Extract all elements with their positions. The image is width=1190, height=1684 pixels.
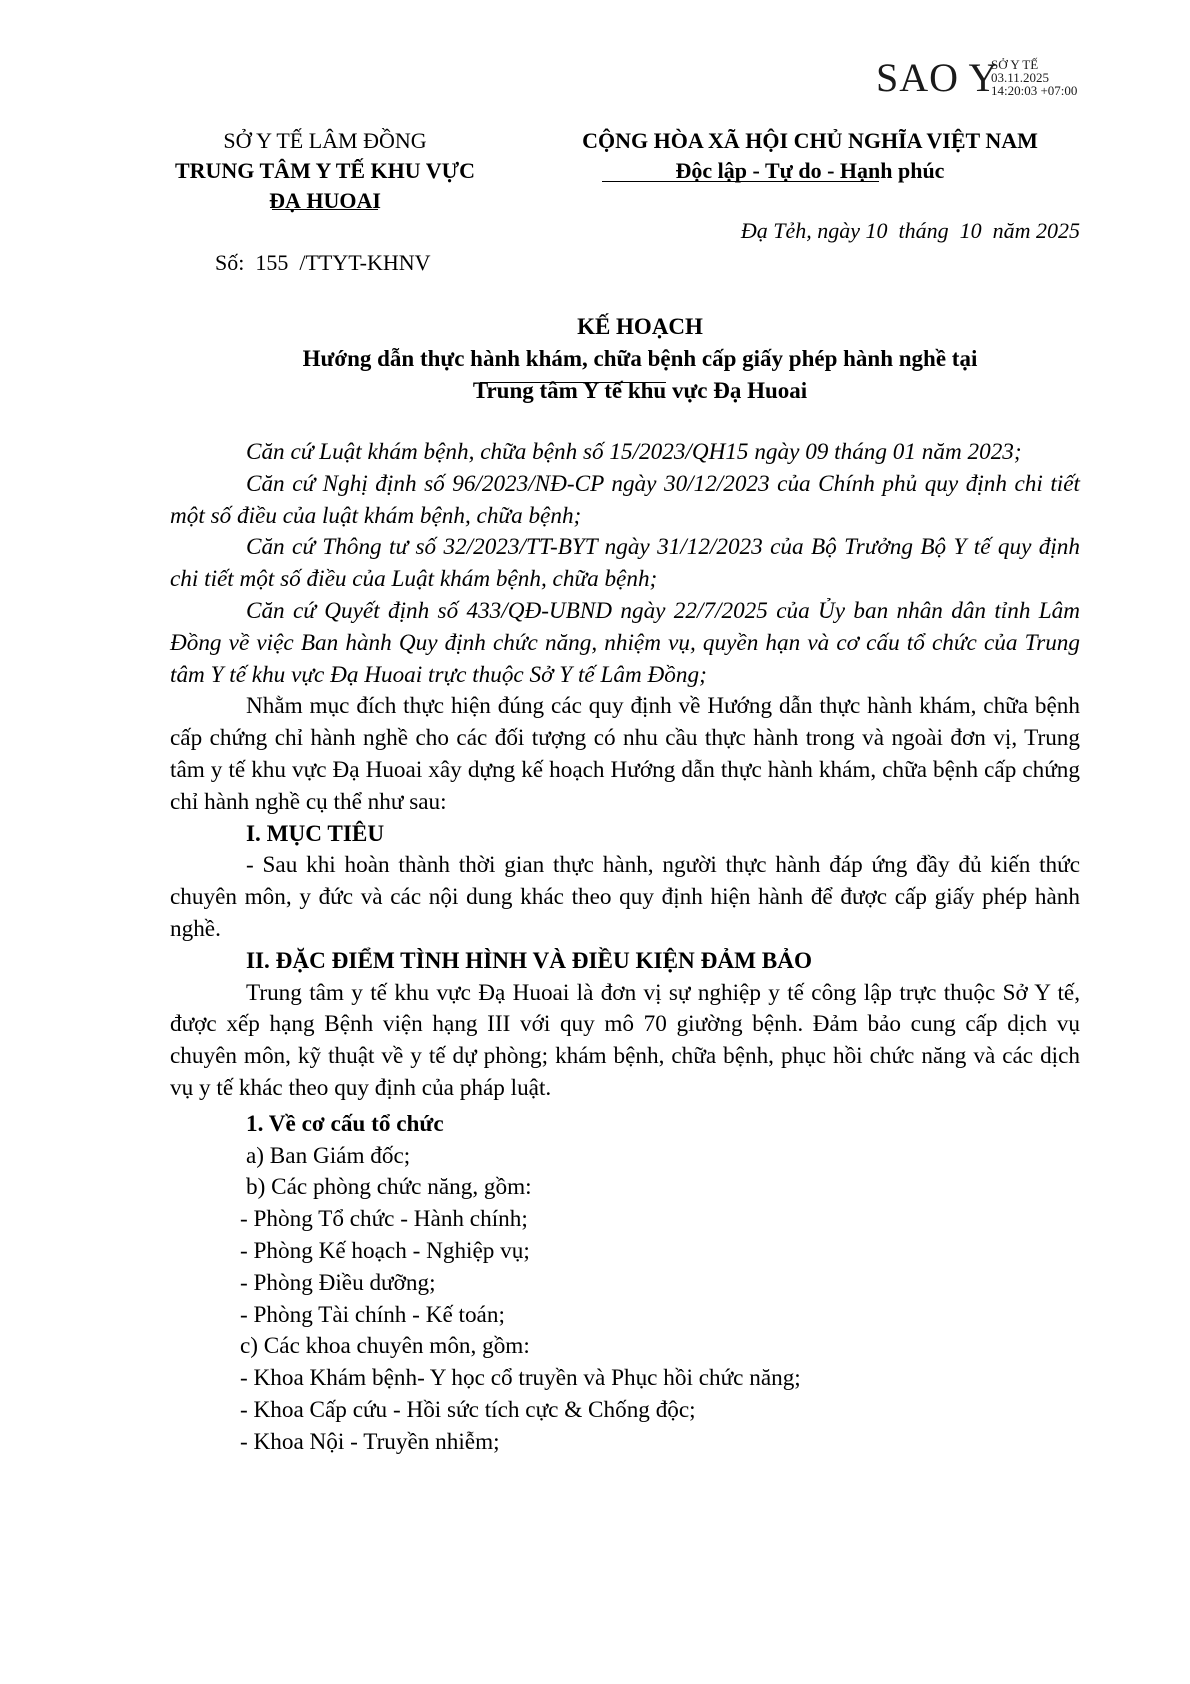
stamp-info xyxy=(991,58,1077,97)
title-underline xyxy=(480,382,666,383)
subsection-heading-structure: 1. Về cơ cấu tổ chức xyxy=(246,1110,444,1137)
basis-paragraph: Căn cứ Nghị định số 96/2023/NĐ-CP ngày 30/12/2023 của Chính phủ quy định chi tiết một số điều của luật khám bệnh, chữa bệnh; xyxy=(170,470,1080,529)
agency-parent: SỞ Y TẾ LÂM ĐỒNG xyxy=(223,128,427,153)
motto-underline xyxy=(602,181,879,182)
country-name: CỘNG HÒA XÃ HỘI CHỦ NGHĨA VIỆT NAM xyxy=(582,128,1038,153)
list-item: a) Ban Giám đốc; xyxy=(246,1142,411,1169)
objectives-paragraph: - Sau khi hoàn thành thời gian thực hành, người thực hành đáp ứng đầy đủ kiến thức chuyên môn, y đức và các nội dung khác theo quy định hiện hành để được cấp giấy phép hành nghề. xyxy=(170,852,1080,942)
section-heading-objectives: I. MỤC TIÊU xyxy=(246,820,385,847)
section-heading-conditions: II. ĐẶC ĐIỂM TÌNH HÌNH VÀ ĐIỀU KIỆN ĐẢM BẢO xyxy=(246,947,813,974)
stamp-date: 03.11.2025 xyxy=(991,70,1050,85)
stamp-label: SAO Y xyxy=(876,55,999,100)
agency-name-line1: TRUNG TÂM Y TẾ KHU VỰC xyxy=(174,158,476,183)
stamp-org: SỞ Y TẾ xyxy=(991,57,1039,72)
list-item: - Phòng Tổ chức - Hành chính; xyxy=(240,1206,528,1233)
list-item: - Khoa Cấp cứu - Hồi sức tích cực & Chống độc; xyxy=(240,1396,696,1423)
motto: Độc lập - Tự do - Hạnh phúc xyxy=(675,158,945,183)
list-item: - Phòng Tài chính - Kế toán; xyxy=(240,1301,505,1328)
title-type: KẾ HOẠCH xyxy=(577,314,703,339)
agency-underline xyxy=(272,209,378,210)
list-item: - Khoa Khám bệnh- Y học cổ truyền và Phục hồi chức năng; xyxy=(240,1365,801,1392)
national-heading xyxy=(530,126,1090,186)
document-body xyxy=(170,437,1080,1459)
list-item: c) Các khoa chuyên môn, gồm: xyxy=(240,1333,530,1360)
agency-name-line2: ĐẠ HUOAI xyxy=(269,188,381,213)
basis-paragraph: Căn cứ Luật khám bệnh, chữa bệnh số 15/2023/QH15 ngày 09 tháng 01 năm 2023; xyxy=(246,439,1022,465)
title-subject-line2: Trung tâm Y tế khu vực Đạ Huoai xyxy=(472,378,808,403)
conditions-paragraph: Trung tâm y tế khu vực Đạ Huoai là đơn vị sự nghiệp y tế công lập trực thuộc Sở Y tế, được xếp hạng Bệnh viện hạng III với quy mô 70 giường bệnh. Đảm bảo cung cấp dịch vụ chuyên môn, kỹ thuật về y tế dự phòng; khám bệnh, chữa bệnh, phục hồi chức năng và các dịch vụ y tế khác theo quy định của pháp luật. xyxy=(170,979,1080,1101)
document-number: Số: 155 /TTYT-KHNV xyxy=(215,250,431,275)
issuing-agency xyxy=(140,126,510,216)
document-title xyxy=(170,311,1110,407)
basis-paragraph: Căn cứ Quyết định số 433/QĐ-UBND ngày 22/7/2025 của Ủy ban nhân dân tỉnh Lâm Đồng về việc Ban hành Quy định chức năng, nhiệm vụ, quyền hạn và cơ cấu tổ chức của Trung tâm Y tế khu vực Đạ Huoai trực thuộc Sở Y tế Lâm Đồng; xyxy=(170,597,1080,688)
list-item: - Phòng Kế hoạch - Nghiệp vụ; xyxy=(240,1237,530,1264)
basis-paragraph: Căn cứ Thông tư số 32/2023/TT-BYT ngày 31/12/2023 của Bộ Trưởng Bộ Y tế quy định chi tiết một số điều của Luật khám bệnh, chữa bệnh; xyxy=(170,534,1080,593)
intro-paragraph: Nhằm mục đích thực hiện đúng các quy định về Hướng dẫn thực hành khám, chữa bệnh cấp chứng chỉ hành nghề cho các đối tượng có nhu cầu thực hành trong và ngoài đơn vị, Trung tâm y tế khu vực Đạ Huoai xây dựng kế hoạch Hướng dẫn thực hành khám, chữa bệnh cấp chứng chỉ hành nghề cụ thể như sau: xyxy=(170,693,1080,815)
issue-date: Đạ Tẻh, ngày 10 tháng 10 năm 2025 xyxy=(740,218,1080,243)
list-item: - Khoa Nội - Truyền nhiễm; xyxy=(240,1428,500,1455)
list-item: - Phòng Điều dưỡng; xyxy=(240,1269,436,1296)
title-subject-line1: Hướng dẫn thực hành khám, chữa bệnh cấp giấy phép hành nghề tại xyxy=(302,346,978,371)
list-item: b) Các phòng chức năng, gồm: xyxy=(246,1174,532,1201)
stamp-time: 14:20:03 +07:00 xyxy=(991,83,1078,98)
